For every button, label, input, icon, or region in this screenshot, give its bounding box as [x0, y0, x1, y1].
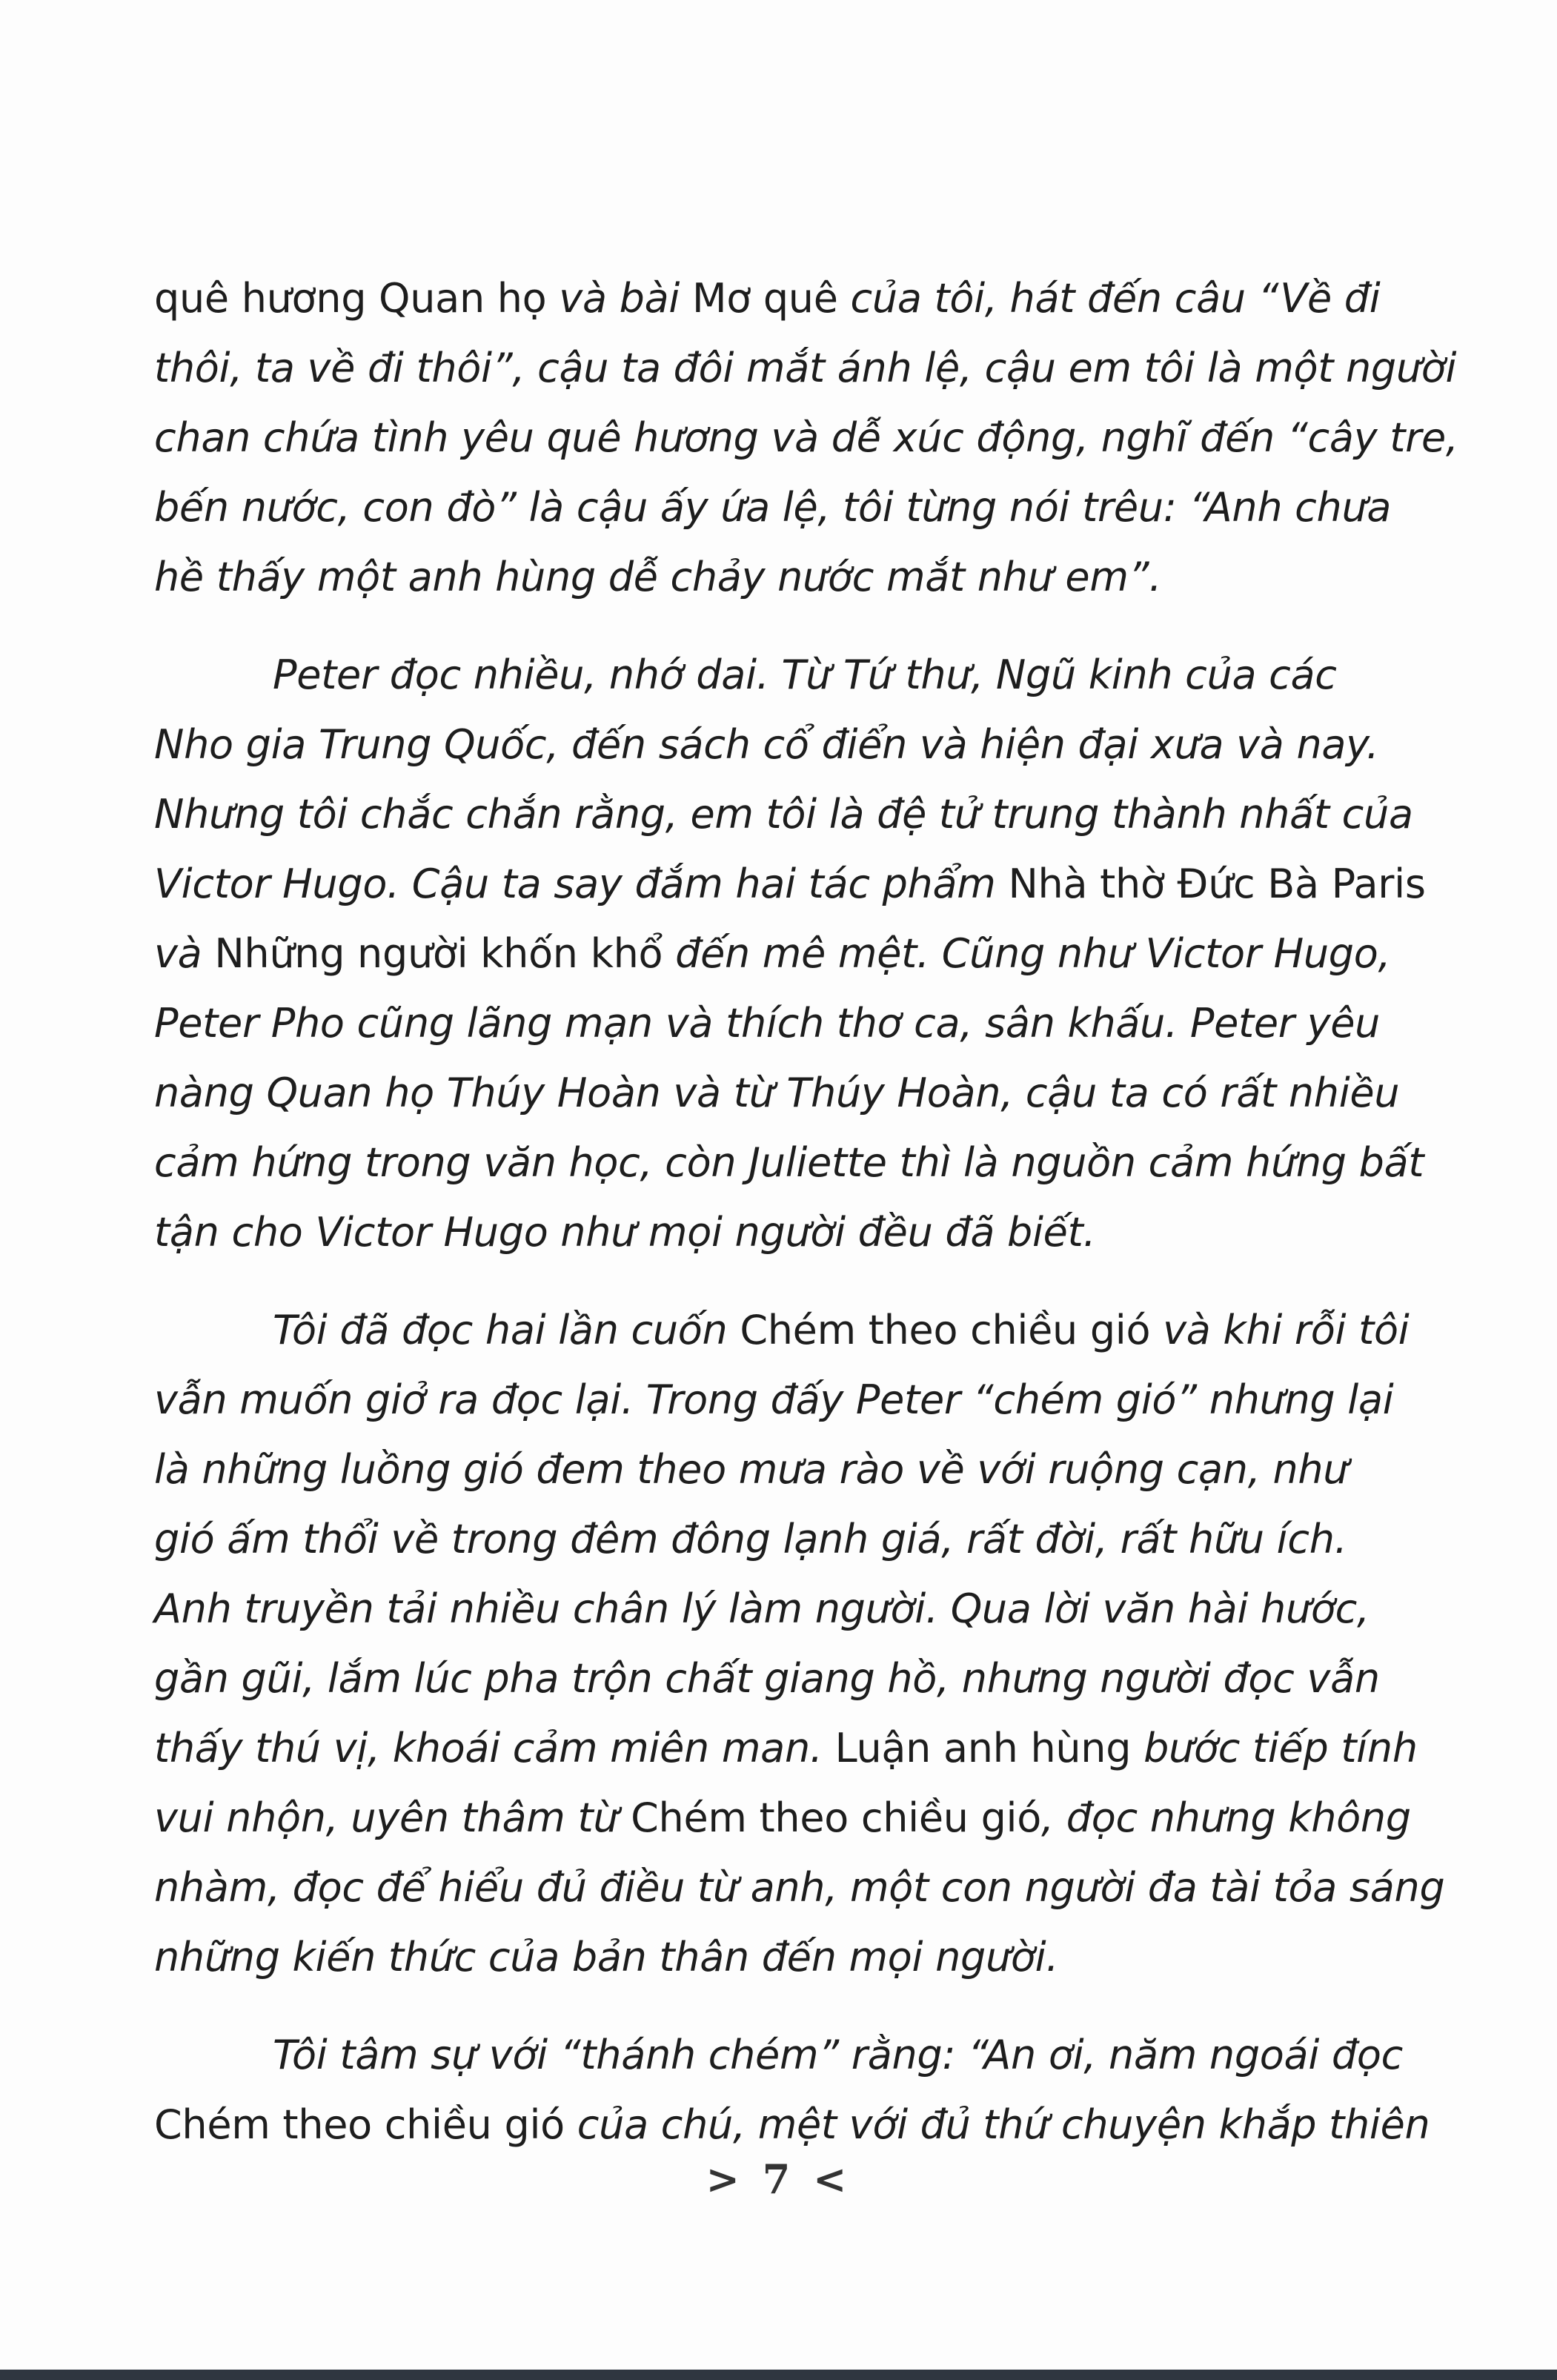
title-text: Chém theo chiều gió	[154, 2101, 577, 2148]
text-line	[154, 403, 1458, 473]
italic-text: bến nước, con đò” là cậu ấy ứa lệ, tôi từng nói trêu: “Anh chưa	[154, 484, 1392, 531]
text-line	[154, 1128, 1424, 1198]
text-line	[154, 1435, 1414, 1505]
italic-text: và khi rỗi tôi	[1163, 1307, 1410, 1353]
italic-text: Anh truyền tải nhiều chân lý làm người. Qua lời văn hài hước,	[154, 1585, 1370, 1632]
text-line	[154, 1505, 1414, 1574]
paragraph	[154, 2021, 1430, 2160]
italic-text: đến mê mệt. Cũng như Victor Hugo,	[675, 930, 1391, 977]
title-text: Luận anh hùng	[834, 1725, 1144, 1771]
text-line	[154, 1198, 1414, 1267]
italic-text: gần gũi, lắm lúc pha trộn chất giang hồ, nhưng người đọc vẫn	[154, 1655, 1380, 1702]
text-line	[154, 1365, 1414, 1435]
italic-text: nàng Quan họ Thúy Hoàn và từ Thúy Hoàn, cậu ta có rất nhiều	[154, 1070, 1400, 1116]
italic-text: là những luồng gió đem theo mưa rào về với ruộng cạn, như	[154, 1446, 1349, 1493]
text-line	[154, 1714, 1418, 1783]
italic-text: thôi, ta về đi thôi”, cậu ta đôi mắt ánh lệ, cậu em tôi là một người	[154, 345, 1457, 391]
paragraph	[154, 1296, 1445, 1992]
title-text: Chém theo chiều gió	[631, 1794, 1042, 1841]
text-line	[154, 1783, 1414, 1853]
text-line	[154, 1644, 1414, 1714]
title-text: Chém theo chiều gió	[740, 1307, 1163, 1353]
italic-text: những kiến thức của bản thân đến mọi người.	[154, 1934, 1059, 1980]
italic-text: chan chứa tình yêu quê hương và dễ xúc động, nghĩ đến “cây tre,	[154, 414, 1458, 461]
italic-text: của tôi, hát đến câu “Về đi	[850, 275, 1381, 322]
text-line	[154, 1296, 1414, 1365]
italic-text: Peter Pho cũng lãng mạn và thích thơ ca, sân khấu. Peter yêu	[154, 1000, 1381, 1047]
text-line	[154, 264, 1414, 334]
italic-text: Tôi tâm sự với “thánh chém” rằng: “An ơi, năm ngoái đọc	[273, 2032, 1404, 2078]
italic-text: vẫn muốn giở ra đọc lại. Trong đấy Peter “chém gió” nhưng lại	[154, 1376, 1394, 1423]
italic-text: của chú, mệt với đủ thứ chuyện khắp thiên	[577, 2101, 1430, 2148]
text-line	[154, 543, 1414, 612]
scan-bottom-edge	[0, 2370, 1557, 2380]
title-text: Mơ quê	[691, 275, 851, 322]
italic-text: Victor Hugo. Cậu ta say đắm hai tác phẩm	[154, 861, 1009, 907]
italic-text: nhàm, đọc để hiểu đủ điều từ anh, một con người đa tài tỏa sáng	[154, 1864, 1445, 1911]
paragraph	[154, 264, 1458, 612]
italic-text: bước tiếp tính	[1143, 1725, 1418, 1771]
text-line	[154, 1574, 1414, 1644]
italic-text: và bài	[559, 275, 692, 322]
page-number: > 7 <	[706, 2155, 851, 2203]
body-text	[154, 264, 1458, 2160]
text-line	[154, 849, 1426, 919]
italic-text: cảm hứng trong văn học, còn Juliette thì là nguồn cảm hứng bất	[154, 1139, 1424, 1186]
italic-text: , đọc nhưng không	[1041, 1794, 1411, 1841]
text-line	[154, 2021, 1414, 2090]
text-line	[154, 640, 1414, 710]
italic-text: tận cho Victor Hugo như mọi người đều đã biết.	[154, 1209, 1096, 1256]
text-line	[154, 1923, 1414, 1992]
title-text: Nhà thờ Đức Bà Paris	[1008, 861, 1426, 907]
text-line	[154, 1853, 1445, 1923]
italic-text: gió ấm thổi về trong đêm đông lạnh giá, rất đời, rất hữu ích.	[154, 1516, 1347, 1562]
italic-text: Nhưng tôi chắc chắn rằng, em tôi là đệ tử trung thành nhất của	[154, 791, 1413, 838]
italic-text: thấy thú vị, khoái cảm miên man.	[154, 1725, 835, 1771]
italic-text: Peter đọc nhiều, nhớ dai. Từ Tứ thư, Ngũ kinh của các	[273, 652, 1337, 698]
italic-text: hề thấy một anh hùng dễ chảy nước mắt như em”.	[154, 554, 1162, 600]
text-line	[154, 334, 1457, 403]
italic-text: Tôi đã đọc hai lần cuốn	[273, 1307, 740, 1353]
text-line	[154, 473, 1414, 543]
text-line	[154, 919, 1414, 989]
text-line	[154, 2090, 1430, 2160]
paragraph	[154, 640, 1426, 1267]
text-line	[154, 1058, 1414, 1128]
text-line	[154, 780, 1414, 849]
text-line	[154, 710, 1414, 780]
title-text: Những người khốn khổ	[214, 930, 676, 977]
italic-text: và	[154, 930, 215, 977]
title-text: quê hương Quan họ	[154, 275, 560, 322]
italic-text: Nho gia Trung Quốc, đến sách cổ điển và hiện đại xưa và nay.	[154, 721, 1379, 768]
text-line	[154, 989, 1414, 1058]
italic-text: vui nhộn, uyên thâm từ	[154, 1794, 631, 1841]
